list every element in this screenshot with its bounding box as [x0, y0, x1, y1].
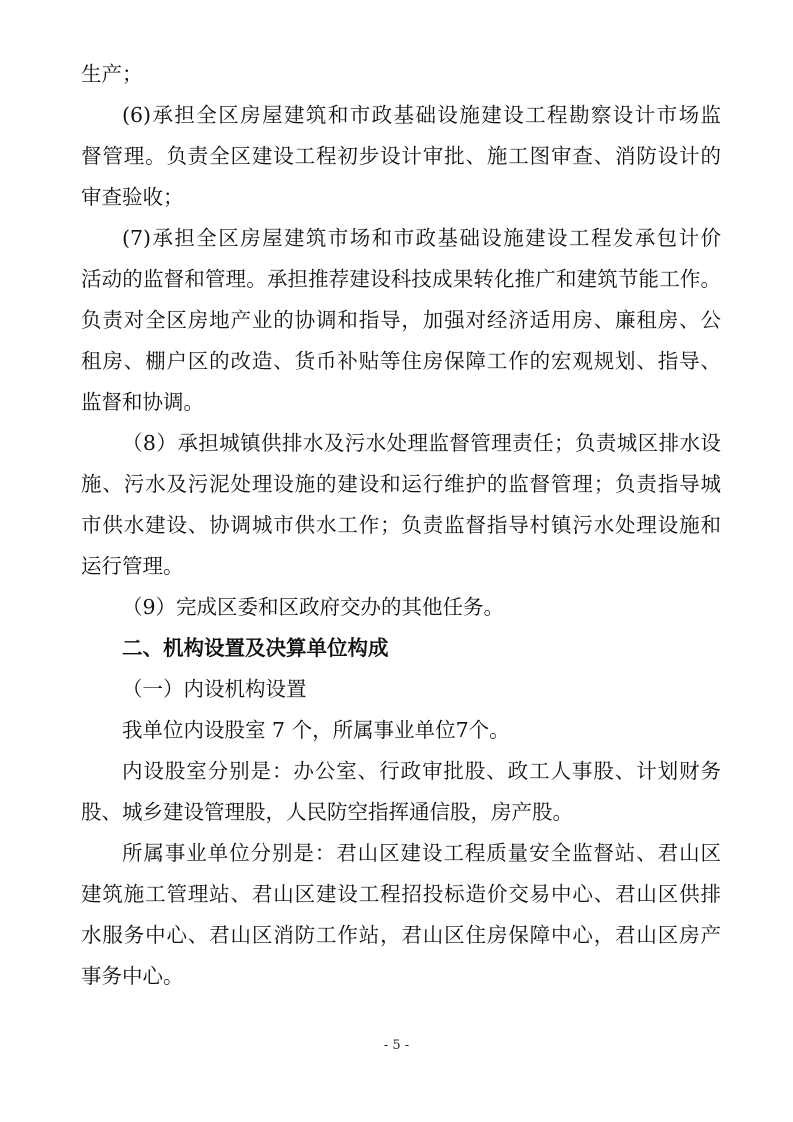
page-number: - 5 - — [383, 1038, 410, 1053]
text-line: 负责对全区房地产业的协调和指导，加强对经济适用房、廉租房、公 — [81, 308, 721, 332]
text-line: (7)承担全区房屋建筑市场和市政基础设施建设工程发承包计价 — [122, 226, 721, 250]
text-line: 生产； — [81, 62, 143, 86]
text-line: 租房、棚户区的改造、货币补贴等住房保障工作的宏观规划、指导、 — [81, 349, 721, 373]
text-line: 建筑施工管理站、君山区建设工程招投标造价交易中心、君山区供排 — [81, 882, 721, 906]
text-line: 审查验收； — [81, 185, 184, 209]
text-line: 活动的监督和管理。承担推荐建设科技成果转化推广和建筑节能工作。 — [81, 267, 721, 291]
subsection-heading: （一）内设机构设置 — [122, 677, 307, 701]
section-heading: 二、机构设置及决算单位构成 — [122, 636, 389, 660]
text-line: 督管理。负责全区建设工程初步设计审批、施工图审查、消防设计的 — [81, 144, 721, 168]
text-line: （8）承担城镇供排水及污水处理监督管理责任；负责城区排水设 — [122, 431, 721, 455]
text-line: (6)承担全区房屋建筑和市政基础设施建设工程勘察设计市场监 — [122, 103, 721, 127]
text-line: 运行管理。 — [81, 554, 184, 578]
text-line: 市供水建设、协调城市供水工作；负责监督指导村镇污水处理设施和 — [81, 513, 721, 537]
text-line: 水服务中心、君山区消防工作站，君山区住房保障中心，君山区房产 — [81, 923, 721, 947]
text-line: 我单位内设股室 7 个，所属事业单位7个。 — [122, 718, 510, 742]
text-line: 内设股室分别是：办公室、行政审批股、政工人事股、计划财务 — [122, 759, 721, 783]
text-line: 监督和协调。 — [81, 390, 204, 414]
text-line: 所属事业单位分别是：君山区建设工程质量安全监督站、君山区 — [122, 841, 721, 865]
text-line: （9）完成区委和区政府交办的其他任务。 — [122, 595, 505, 619]
text-line: 股、城乡建设管理股，人民防空指挥通信股，房产股。 — [81, 800, 573, 824]
text-line: 施、污水及污泥处理设施的建设和运行维护的监督管理；负责指导城 — [81, 472, 721, 496]
text-line: 事务中心。 — [81, 964, 184, 988]
